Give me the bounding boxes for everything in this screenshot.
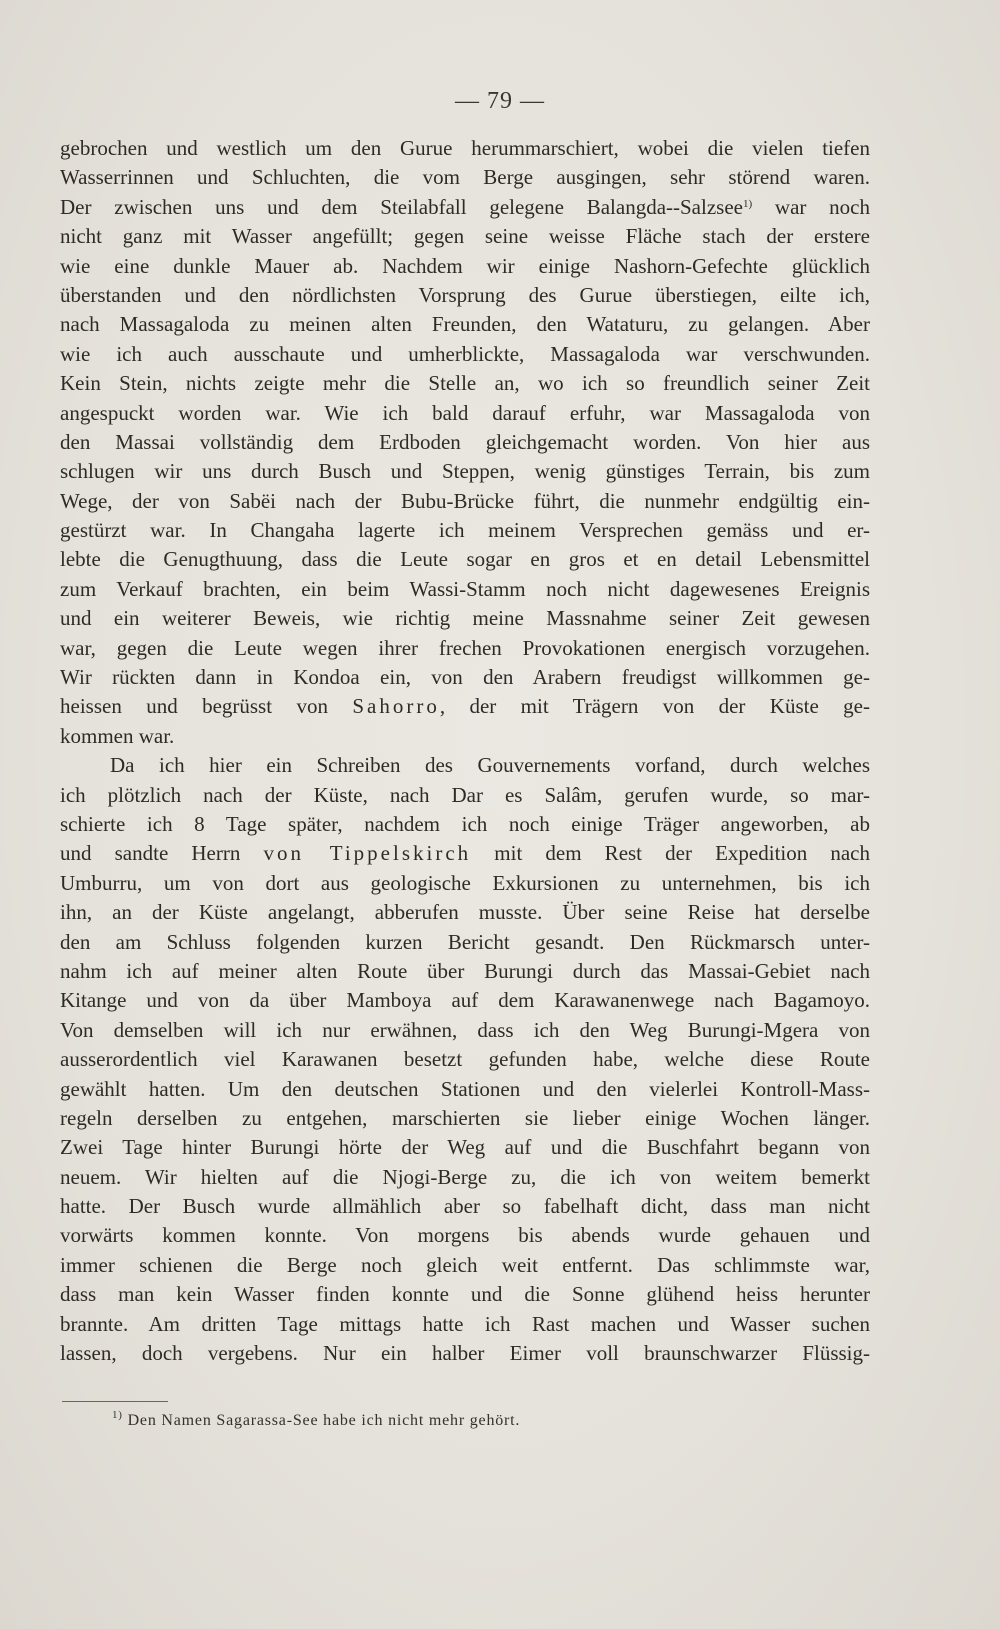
text-line: Wasserrinnen und Schluchten, die vom Berge ausgingen, sehr störend waren. bbox=[60, 165, 870, 190]
text-line: vorwärts kommen konnte. Von morgens bis abends wurde gehauen und bbox=[60, 1223, 870, 1248]
text-line: wie eine dunkle Mauer ab. Nachdem wir einige Nashorn-Gefechte glücklich bbox=[60, 253, 870, 278]
name-emphasis: Sahorro bbox=[352, 694, 440, 719]
text-line: den am Schluss folgenden kurzen Bericht gesandt. Den Rückmarsch unter- bbox=[60, 929, 870, 954]
text-segment: Der zwischen uns und dem Steilabfall gelegene Balangda--Salzsee bbox=[60, 194, 743, 219]
text-line: lassen, doch vergebens. Nur ein halber Eimer voll braunschwarzer Flüssig- bbox=[60, 1341, 870, 1366]
text-line: regeln derselben zu entgehen, marschierten sie lieber einige Wochen länger. bbox=[60, 1105, 870, 1130]
text-line: Zwei Tage hinter Burungi hörte der Weg auf und die Buschfahrt begann von bbox=[60, 1135, 870, 1160]
text-line: Kein Stein, nichts zeigte mehr die Stelle an, wo ich so freundlich seiner Zeit bbox=[60, 371, 870, 396]
text-line: brannte. Am dritten Tage mittags hatte ich Rast machen und Wasser suchen bbox=[60, 1311, 870, 1336]
text-line: Kitange und von da über Mamboya auf dem Karawanenwege nach Bagamoyo. bbox=[60, 988, 870, 1013]
text-line: war, gegen die Leute wegen ihrer frechen Provokationen energisch vorzugehen. bbox=[60, 635, 870, 660]
text-line: ausserordentlich viel Karawanen besetzt gefunden habe, welche diese Route bbox=[60, 1047, 870, 1072]
text-line: neuem. Wir hielten auf die Njogi-Berge zu, die ich von weitem bemerkt bbox=[60, 1164, 870, 1189]
body-text bbox=[60, 134, 870, 1368]
text-segment: heissen und begrüsst von bbox=[60, 694, 353, 719]
text-line: gebrochen und westlich um den Gurue herummarschiert, wobei die vielen tiefen bbox=[60, 136, 870, 160]
text-line: wie ich auch ausschaute und umherblickte, Massagaloda war verschwunden. bbox=[60, 341, 870, 366]
text-line: Wir rückten dann in Kondoa ein, von den Arabern freudigst willkommen ge- bbox=[60, 665, 870, 690]
text-line: gewählt hatten. Um den deutschen Stationen und den vielerlei Kontroll-Mass- bbox=[60, 1076, 870, 1101]
text-line: Da ich hier ein Schreiben des Gouvernements vorfand, durch welches bbox=[110, 753, 870, 778]
text-line: zum Verkauf brachten, ein beim Wassi-Stamm noch nicht dagewesenes Ereignis bbox=[60, 576, 870, 601]
text-line: hatte. Der Busch wurde allmählich aber so fabelhaft dicht, dass man nicht bbox=[60, 1194, 870, 1219]
footnote-marker: 1) bbox=[742, 197, 753, 210]
footnote-marker: 1) bbox=[112, 1409, 123, 1421]
text-segment: , der mit Trägern von der Küste ge- bbox=[439, 694, 870, 719]
text-line bbox=[60, 839, 870, 868]
text-line: überstanden und den nördlichsten Vorsprung des Gurue überstiegen, eilte ich, bbox=[60, 282, 870, 307]
text-line bbox=[60, 193, 870, 222]
text-line: ihn, an der Küste angelangt, abberufen musste. Über seine Reise hat derselbe bbox=[60, 900, 870, 925]
text-segment: mit dem Rest der Expedition nach bbox=[471, 841, 870, 866]
footnote-divider bbox=[62, 1401, 168, 1402]
text-line: lebte die Genugthuung, dass die Leute sogar en gros et en detail Lebensmittel bbox=[60, 547, 870, 572]
text-line: und ein weiterer Beweis, wie richtig meine Massnahme seiner Zeit gewesen bbox=[60, 606, 870, 631]
footnote bbox=[112, 1410, 520, 1432]
text-line: schierte ich 8 Tage später, nachdem ich noch einige Träger angeworben, ab bbox=[60, 811, 870, 836]
text-line: immer schienen die Berge noch gleich weit entfernt. Das schlimmste war, bbox=[60, 1252, 870, 1277]
text-line: schlugen wir uns durch Busch und Steppen, wenig günstiges Terrain, bis zum bbox=[60, 459, 870, 484]
text-line: Umburru, um von dort aus geologische Exkursionen zu unternehmen, bis ich bbox=[60, 870, 870, 895]
text-line: Von demselben will ich nur erwähnen, dass ich den Weg Burungi-Mgera von bbox=[60, 1017, 870, 1042]
text-line: dass man kein Wasser finden konnte und die Sonne glühend heiss herunter bbox=[60, 1282, 870, 1307]
text-line: kommen war. bbox=[60, 723, 175, 748]
text-line bbox=[60, 692, 870, 721]
text-line: den Massai vollständig dem Erdboden gleichgemacht worden. Von hier aus bbox=[60, 429, 870, 454]
text-line: nahm ich auf meiner alten Route über Burungi durch das Massai-Gebiet nach bbox=[60, 958, 870, 983]
text-line: Wege, der von Sabëi nach der Bubu-Brücke führt, die nunmehr endgültig ein- bbox=[60, 488, 870, 513]
text-segment: war noch bbox=[752, 194, 870, 219]
text-line: ich plötzlich nach der Küste, nach Dar es Salâm, gerufen wurde, so mar- bbox=[60, 782, 870, 807]
text-segment: und sandte Herrn bbox=[60, 841, 264, 866]
footnote-text: Den Namen Sagarassa-See habe ich nicht mehr gehört. bbox=[122, 1412, 521, 1429]
text-line: angespuckt worden war. Wie ich bald darauf erfuhr, war Massagaloda von bbox=[60, 400, 870, 425]
text-line: nicht ganz mit Wasser angefüllt; gegen seine weisse Fläche stach der erstere bbox=[60, 224, 870, 249]
text-line: nach Massagaloda zu meinen alten Freunden, den Wataturu, zu gelangen. Aber bbox=[60, 312, 870, 337]
text-line: gestürzt war. In Changaha lagerte ich meinem Versprechen gemäss und er- bbox=[60, 518, 870, 543]
name-emphasis: von Tippelskirch bbox=[263, 841, 472, 866]
page-number: — 79 — bbox=[455, 88, 545, 114]
